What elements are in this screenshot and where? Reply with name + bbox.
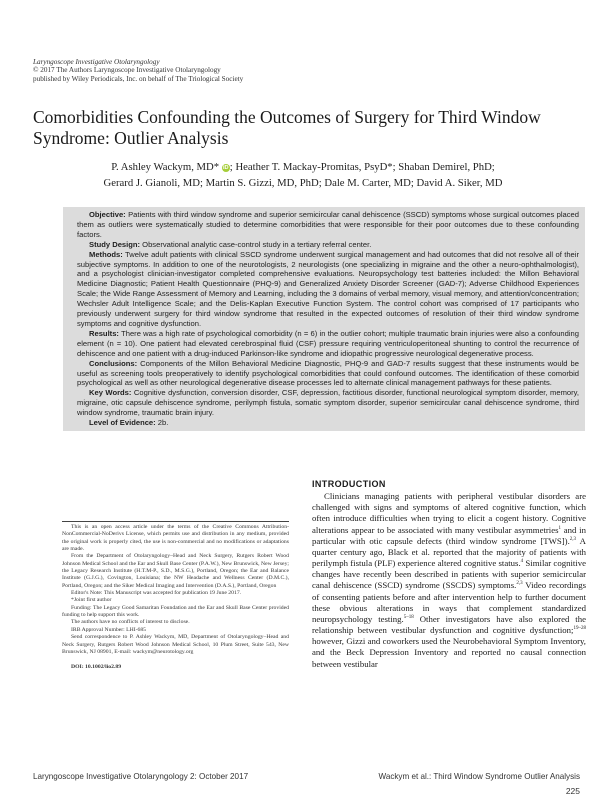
first-author[interactable]: P. Ashley Wackym, MD* (111, 161, 220, 173)
conflict-note: The authors have no conflicts of interest to disclose. (71, 619, 190, 626)
citation-4[interactable]: 2,3 (516, 581, 523, 587)
abstract-box (63, 207, 585, 431)
keywords-text: Cognitive dysfunction, conversion disorder, CSF, depression, factitious disorder, functional neurological symptom disorder, memory, migraine, otic capsule dehiscence syndrome, perilymph fistula, somatic symptom disorder, superior semicircular canal dehiscence syndrome, third window syndrome, traumatic brain injury. (77, 388, 579, 418)
abstract-results (77, 329, 579, 359)
license-note: This is an open access article under the terms of the Creative Commons Attribution-NonCommercial-NoDerivs License, which permits use and distribution in any medium, provided the original work is properly cited, the use is non-commercial and no modifications or adaptations are made. (62, 524, 289, 553)
introduction-heading: INTRODUCTION (312, 479, 386, 489)
intro-text-1: Clinicians managing patients with peripheral vestibular disorders are challenged with signs and symptoms of altered cognitive function, which often introduce difficulties when trying to elicit a cogent history. Cognitive alterations appear to be associated with many vestibular asymmetries (312, 491, 586, 535)
introduction-column (312, 479, 586, 670)
author-line-2: Gerard J. Gianoli, MD; Martin S. Gizzi, MD, PhD; Dale M. Carter, MD; David A. Siker, MD (103, 176, 503, 189)
intro-text-4: Similar cognitive changes have recently been described in patients with superior semicircular canal dehiscence (SSCD) syndrome (SSCDS) symptoms. (312, 558, 586, 591)
abstract-methods (77, 250, 579, 329)
abstract-design (77, 240, 579, 250)
methods-text: Twelve adult patients with clinical SSCD syndrome underwent surgical management and had outcomes that did not resolve all of their subjective symptoms. In addition to one of the neurotologists, 2 neurologists (one specializing in migraine and the other a neuro-ophthalmologist), and a psychologist clinician-investigator completed comprehensive evaluations. Neuropsychology test batteries included: the Millon Behavioral Medicine Diagnostic; Patient Health Questionnaire (PHQ-9) and Generalized Anxiety Disorder Screener (GAD-7); Adverse Childhood Experiences Scale; the Wide Range Assessment of Memory and Learning, including the 3 domains of verbal memory, visual memory, and attention/concentration; Wechsler Adult Intelligence Scale; and the Delis-Kaplan Executive Function System. The control cohort was comprised of 17 participants who previously underwent surgery for third window syndrome that resulted in the expected outcomes of resolution of their third window syndrome symptoms and cognitive dysfunction. (77, 249, 579, 328)
intro-text-7: however, Gizzi and coworkers used the Neurobehavioral Symptom Inventory, and the Beck Depression Inventory and reported no causal connection between vestibular (312, 636, 586, 669)
author-line-1 (33, 160, 573, 176)
abstract-keywords (77, 388, 579, 418)
author-line-1-rest: ; Heather T. Mackay-Promitas, PsyD*; Shaban Demirel, PhD; (229, 161, 495, 173)
joint-author-note: *Joint first author (71, 597, 112, 604)
citation-5[interactable]: 5–18 (403, 614, 414, 620)
results-text: There was a high rate of psychological comorbidity (n = 6) in the outlier cohort; multiple traumatic brain injuries were also a confounding element (n = 10). One patient had elevated cerebrospinal fluid (CSF) pressure requiring ventriculoperitoneal shunting to control the recurrence of dehiscence and one patient with a drug-induced Parkinson-like syndrome and idiopathic progressive neurological degenerative process. (77, 328, 579, 358)
objective-label: Objective: (89, 210, 126, 219)
footer-running-title: Wackym et al.: Third Window Syndrome Outlier Analysis (378, 772, 580, 781)
level-label: Level of Evidence: (89, 418, 156, 428)
abstract-conclusions (77, 359, 579, 389)
citation-3[interactable]: 4 (520, 559, 524, 565)
footnotes-column (62, 521, 289, 672)
level-text: 2b. (155, 418, 169, 428)
objective-text: Patients with third window syndrome and superior semicircular canal dehiscence (SSCD) symptoms whose surgical outcomes placed them as outliers were systematically studied to determine comorbidities that were responsible for their poor outcomes due to these confounding factors. (77, 210, 579, 239)
citation-2[interactable]: 2,3 (569, 536, 577, 542)
citation-1[interactable]: 1 (558, 525, 562, 531)
intro-text-3: A quarter century ago, Black et al. reported that the majority of patients with perilymph fistula (PLF) experience altered cognitive status. (312, 535, 586, 569)
correspondence-note: Send correspondence to P. Ashley Wackym, MD, Department of Otolaryngology–Head and Neck Surgery, Rutgers Robert Wood Johnson Medical School, 10 Plum Street, Suite 543, New Brunswick, NJ 08901, E-mail: wackym@neurotology.org (62, 634, 289, 655)
methods-label: Methods: (89, 249, 123, 259)
doi-link[interactable]: DOI: 10.1002/lio2.89 (71, 664, 122, 671)
journal-header (33, 58, 243, 83)
introduction-paragraph (312, 491, 586, 670)
footer-journal: Laryngoscope Investigative Otolaryngology 2: October 2017 (33, 772, 249, 781)
abstract-level (77, 418, 579, 428)
funding-note: Funding: The Legacy Good Samaritan Foundation and the Ear and Skull Base Center provided funding to help support this work. (62, 604, 289, 619)
abstract-objective (77, 210, 579, 240)
irb-note: IRB Approval Number: LHI-685 (71, 626, 147, 633)
citation-6[interactable]: 19–28 (573, 626, 586, 632)
orcid-icon[interactable]: iD (223, 165, 229, 171)
article-title: Comorbidities Confounding the Outcomes of Surgery for Third Window Syndrome: Outlier Analysis (33, 107, 541, 148)
affiliations-note: From the Department of Otolaryngology–Head and Neck Surgery, Rutgers Robert Wood Johnson Medical School and the Ear and Skull Base Center (P.A.W.), New Brunswick, New Jersey; the Legacy Research Institute (H.T.M-P., S.D., M.S.G.), Portland, Oregon; the Ear and Balance Institute (G.J.G.), Covington, Louisiana; the NW Headache and Wellness Center (D.M.C.), Portland, Oregon; and the Siker Medical Imaging and Intervention (D.A.S.), Portland, Oregon (62, 553, 289, 589)
journal-name: Laryngoscope Investigative Otolaryngology (33, 58, 160, 66)
design-text: Observational analytic case-control study in a tertiary referral center. (140, 239, 372, 249)
results-label: Results: (89, 328, 119, 338)
design-label: Study Design: (89, 239, 141, 249)
conclusions-text: Components of the Millon Behavioral Medicine Diagnostic, PHQ-9 and GAD-7 results suggest that these instruments would be useful as screening tools preoperatively to identify psychological comorbidities that could confound outcomes. The identification of these comorbid psychological as well as other neurological degenerative disease processes led to alternate clinical management pathways for these patients. (77, 358, 579, 388)
intro-text-6: Other investigators have also explored the relationship between vestibular dysfunction and cognitive dysfunction; (312, 613, 586, 636)
editor-note: Editor's Note: This Manuscript was accepted for publication 19 June 2017. (71, 590, 242, 597)
page-number: 225 (565, 786, 580, 796)
publisher-line: published by Wiley Periodicals, Inc. on behalf of The Triological Society (33, 74, 244, 83)
intro-text-2: and in particular with otic capsule defects (third window syndrome [TWS]). (312, 524, 586, 546)
footnote-divider (62, 521, 289, 522)
intro-text-5: Video recordings of consenting patients before and after intervention help to further document these obvious alterations in ways that complement standardized neuropsychology testing. (312, 580, 586, 624)
author-list (33, 160, 573, 191)
copyright-line: © 2017 The Authors Laryngoscope Investigative Otolaryngology (33, 66, 221, 75)
keywords-label: Key Words: (89, 388, 132, 398)
conclusions-label: Conclusions: (89, 358, 138, 368)
